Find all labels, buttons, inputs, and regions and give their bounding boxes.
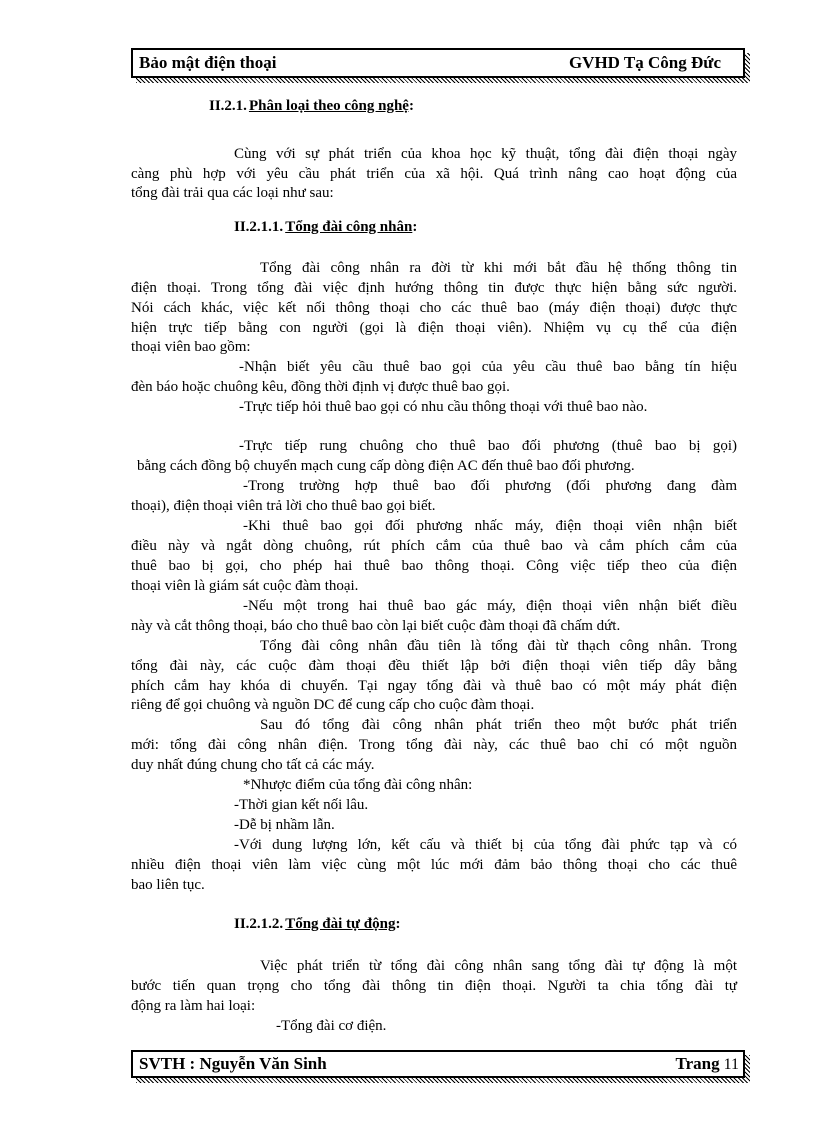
- drawback-item: -Thời gian kết nối lâu.: [234, 797, 369, 813]
- paragraph-line: Tổng đài công nhân đầu tiên là tổng đài từ thạch công nhân. Trong: [260, 638, 737, 654]
- header-instructor: GVHD Tạ Công Đức: [568, 53, 721, 72]
- duty-line: -Nếu một trong hai thuê bao gác máy, điện thoại viên nhận biết điều: [243, 598, 737, 614]
- section-heading-2-1: II.2.1. Phân loại theo công nghệ:: [209, 98, 414, 114]
- duty-line: bằng cách đồng bộ chuyển mạch cung cấp dòng điện AC đến thuê bao đối phương.: [137, 458, 635, 474]
- intro-line: Cùng với sự phát triển của khoa học kỹ thuật, tổng đài điện thoại ngày: [234, 146, 737, 162]
- footer-page: [676, 1054, 739, 1074]
- duty-line: thuê bao bị gọi, cho phép hai thuê bao thông thoại. Công việc tiếp theo của điện: [131, 558, 737, 574]
- paragraph-line: Tổng đài công nhân ra đời từ khi mới bắt đầu hệ thống thông tin: [260, 260, 737, 276]
- footer-box: [131, 1050, 745, 1078]
- intro-line: tổng đài trải qua các loại như sau:: [131, 185, 334, 201]
- paragraph-line: Sau đó tổng đài công nhân phát triển theo một bước phát triển: [260, 717, 737, 733]
- duty-line: thoại), điện thoại viên trả lời cho thuê bao gọi biết.: [131, 498, 436, 514]
- duty-line: -Trực tiếp rung chuông cho thuê bao đối phương (thuê bao bị gọi): [239, 438, 737, 454]
- intro-line: càng phù hợp với yêu cầu phát triển của xã hội. Quá trình nâng cao hoạt động của: [131, 166, 737, 182]
- paragraph-line: bước tiến quan trọng cho tổng đài thông tin điện thoại. Người ta chia tổng đài tự: [131, 978, 737, 994]
- paragraph-line: Nói cách khác, việc kết nối thông thoại cho các thuê bao (máy điện thoại) được thực: [131, 300, 737, 316]
- paragraph-line: thoại viên bao gồm:: [131, 339, 251, 355]
- page-header: [131, 48, 745, 78]
- page-footer: [131, 1050, 745, 1078]
- section-heading-2-1-2: II.2.1.2. Tổng đài tự động:: [234, 916, 401, 932]
- duty-line: -Khi thuê bao gọi đối phương nhấc máy, điện thoại viên nhận biết: [243, 518, 737, 534]
- duty-line: điều này và ngắt dòng chuông, rút phích cắm của thuê bao và cắm phích cắm của: [131, 538, 737, 554]
- drawback-item: -Dễ bị nhầm lẫn.: [234, 817, 335, 833]
- duty-line: này và cắt thông thoại, báo cho thuê bao còn lại biết cuộc đàm thoại đã chấm dứt.: [131, 618, 621, 634]
- duty-line: -Trực tiếp hỏi thuê bao gọi có nhu cầu thông thoại với thuê bao nào.: [239, 399, 648, 415]
- page-label: Trang: [675, 1054, 720, 1073]
- paragraph-line: riêng để gọi chuông và nguồn DC để cung cấp cho cuộc đàm thoại.: [131, 697, 535, 713]
- drawback-item: -Với dung lượng lớn, kết cấu và thiết bị của tổng đài phức tạp và có: [234, 837, 737, 853]
- paragraph-line: hiện trực tiếp bằng con người (gọi là điện thoại viên). Nhiệm vụ cụ thể của điện: [131, 320, 737, 336]
- header-title: Bảo mật điện thoại: [139, 53, 277, 72]
- duty-line: -Nhận biết yêu cầu thuê bao gọi của yêu cầu thuê bao bằng tín hiệu: [239, 359, 737, 375]
- paragraph-line: -Tổng đài cơ điện.: [276, 1018, 387, 1034]
- duty-line: thoại viên là giám sát cuộc đàm thoại.: [131, 578, 359, 594]
- paragraph-line: động ra làm hai loại:: [131, 998, 256, 1014]
- drawbacks-heading: *Nhược điểm của tổng đài công nhân:: [243, 777, 473, 793]
- section-heading-2-1-1: II.2.1.1. Tổng đài công nhân:: [234, 219, 418, 235]
- duty-line: -Trong trường hợp thuê bao đối phương (đối phương đang đàm: [243, 478, 737, 494]
- paragraph-line: Việc phát triển từ tổng đài công nhân sang tổng đài tự động là một: [260, 958, 737, 974]
- header-box: [131, 48, 745, 78]
- paragraph-line: mới: tổng đài công nhân điện. Trong tổng đài này, các thuê bao chỉ có một nguồn: [131, 737, 737, 753]
- paragraph-line: tổng đài này, các cuộc đàm thoại đều thiết lập bởi điện thoại viên tiếp dây bằng: [131, 658, 737, 674]
- paragraph-line: điện thoại. Trong tổng đài việc định hướng thông tin được thực hiện bằng sức người.: [131, 280, 737, 296]
- duty-line: đèn báo hoặc chuông kêu, đồng thời định vị được thuê bao gọi.: [131, 379, 510, 395]
- drawback-item: nhiều điện thoại viên làm việc cùng một lúc mới đảm bảo thông thoại cho các thuê: [131, 857, 737, 873]
- page-number: 11: [723, 1056, 739, 1073]
- paragraph-line: duy nhất đúng chung cho tất cả các máy.: [131, 757, 375, 773]
- footer-student: SVTH : Nguyễn Văn Sinh: [139, 1054, 327, 1073]
- paragraph-line: phích cắm hay khóa di chuyển. Tại ngay tổng đài và thuê bao có một máy phát điện: [131, 678, 737, 694]
- drawback-item: bao liên tục.: [131, 877, 205, 893]
